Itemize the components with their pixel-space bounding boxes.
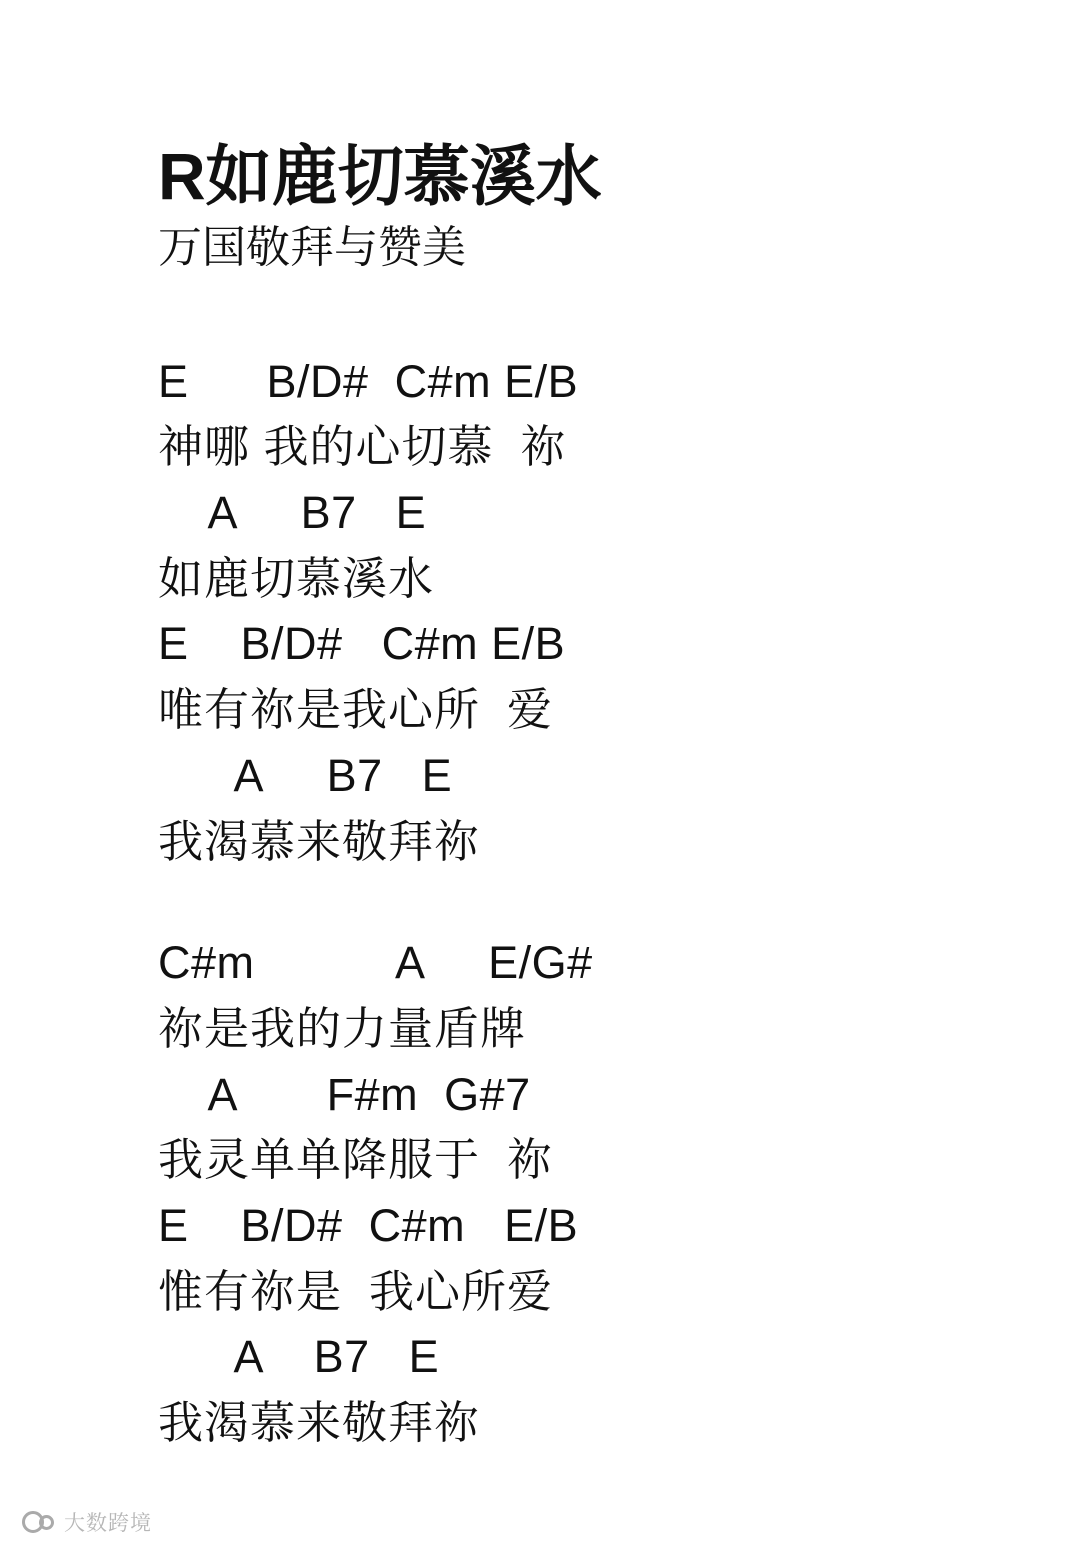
lyric-line: 惟有祢是 我心所爱 xyxy=(158,1265,554,1317)
lyric-line: 我渴慕来敬拜祢 xyxy=(158,1397,481,1449)
chord-line: E B/D# C#m E/B xyxy=(158,355,579,407)
chord-line: A F#m G#7 xyxy=(158,1068,531,1120)
lyric-line: 我灵单单降服于 祢 xyxy=(158,1134,554,1186)
chord-line: E B/D# C#m E/B xyxy=(158,618,566,670)
verse-block-2 xyxy=(158,930,1080,1456)
chord-line: A B7 E xyxy=(158,487,427,539)
verse-block-1 xyxy=(158,349,1080,875)
lyric-line: 神哪 我的心切慕 祢 xyxy=(158,421,567,473)
watermark xyxy=(22,1507,152,1537)
song-artist: 万国敬拜与赞美 xyxy=(158,222,466,272)
chord-line: A B7 E xyxy=(158,1331,440,1383)
page-title: R如鹿切慕溪水 xyxy=(158,139,602,213)
lyric-line: 如鹿切慕溪水 xyxy=(158,552,435,604)
chord-line: E B/D# C#m E/B xyxy=(158,1199,579,1251)
lyric-line: 祢是我的力量盾牌 xyxy=(158,1002,527,1054)
watermark-label: 大数跨境 xyxy=(64,1512,152,1535)
double-circle-logo-icon xyxy=(22,1509,56,1535)
lyric-line: 唯有祢是我心所 爱 xyxy=(158,684,554,736)
lyric-line: 我渴慕来敬拜祢 xyxy=(158,815,481,867)
chord-line: C#m A E/G# xyxy=(158,937,593,989)
chord-line: A B7 E xyxy=(158,749,453,801)
